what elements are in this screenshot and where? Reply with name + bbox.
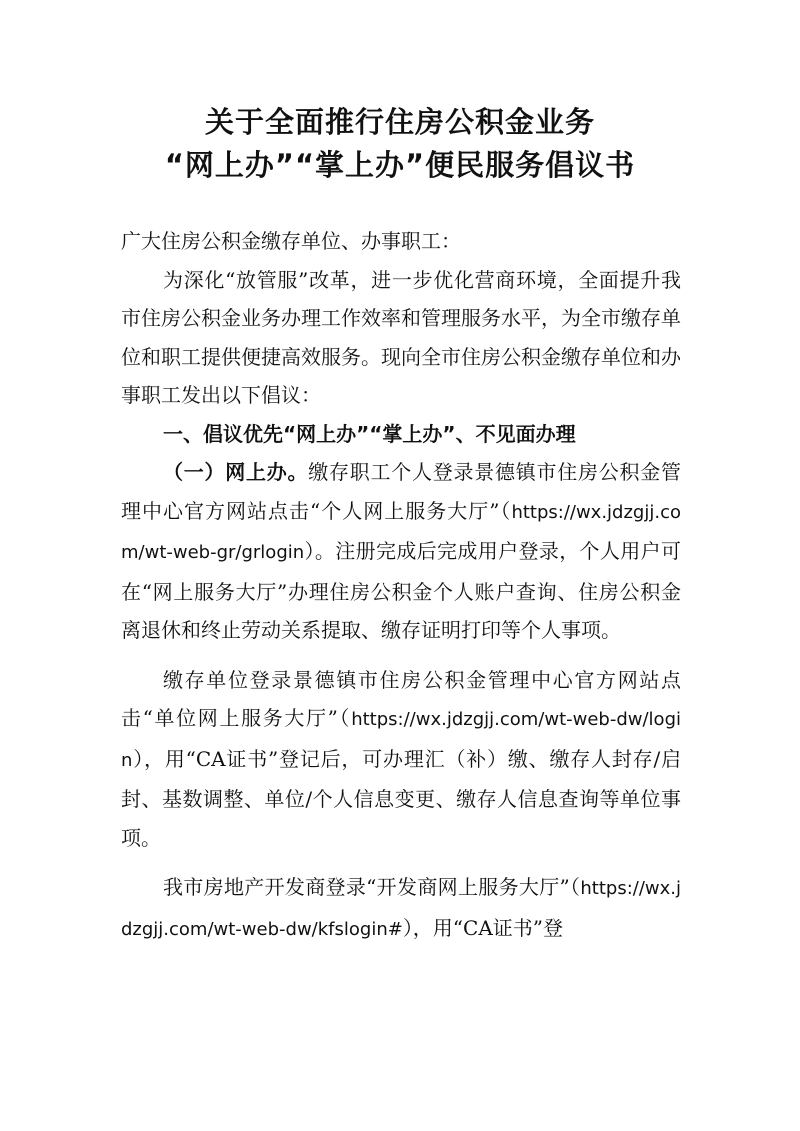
personal-service-url[interactable]: https://wx.jdzgjj.com/wt-web-gr/grlogin xyxy=(121,501,681,563)
paragraph-text: 缴存单位登录景德镇市住房公积金管理中心官方网站点击“单位网上服务大厅”（ xyxy=(121,667,681,730)
paragraph-gap xyxy=(121,650,681,661)
paragraph-online-unit xyxy=(121,661,681,858)
paragraph-text: ），用“CA证书”登记后，可办理汇（补）缴、缴存人封存/启封、基数调整、单位/个人信息变更、缴存人信息查询等单位事项。 xyxy=(121,746,681,850)
paragraph-gap xyxy=(121,857,681,868)
subsection-heading: （一）网上办。 xyxy=(163,460,309,484)
intro-paragraph: 为深化“放管服”改革，进一步优化营商环境，全面提升我市住房公积金业务办理工作效率和管理服务水平，为全市缴存单位和职工提供便捷高效服务。现向全市住房公积金缴存单位和办事职工发出以下倡议： xyxy=(121,267,681,407)
document-title-line-1: 关于全面推行住房公积金业务 xyxy=(204,105,595,139)
developer-service-url[interactable]: https://wx.jdzgjj.com/wt-web-dw/kfslogin# xyxy=(121,878,681,940)
paragraph-text: 缴存职工个人登录景德镇市住房公积金管理中心官方网站点击“个人网上服务大厅”（ xyxy=(121,460,681,523)
section-heading-1: 一、倡议优先“网上办”“掌上办”、不见面办理 xyxy=(163,421,576,446)
paragraph-text: 我市房地产开发商登录“开发商网上服务大厅”（ xyxy=(163,875,581,899)
document-title-line-2: “网上办”“掌上办”便民服务倡议书 xyxy=(164,148,636,182)
document-body xyxy=(121,222,681,949)
paragraph-text: ），用“CA证书”登 xyxy=(402,915,564,940)
paragraph-online-developer xyxy=(121,868,681,949)
paragraph-online-personal xyxy=(121,453,681,650)
salutation: 广大住房公积金缴存单位、办事职工： xyxy=(121,229,461,253)
unit-service-url[interactable]: https://wx.jdzgjj.com/wt-web-dw/login xyxy=(121,709,681,771)
paragraph-text: ）。注册完成后完成用户登录，个人用户可在“网上服务大厅”办理住房公积金个人账户查询、住房公积金离退休和终止劳动关系提取、缴存证明打印等个人事项。 xyxy=(121,539,681,642)
